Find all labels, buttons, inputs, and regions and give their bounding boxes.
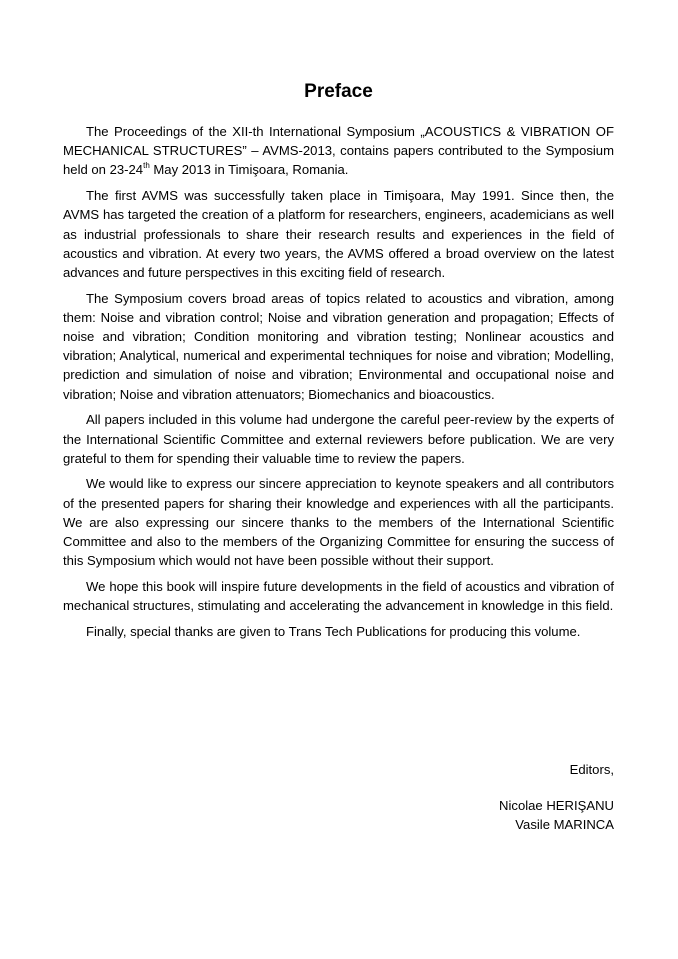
page-title: Preface (304, 81, 373, 102)
paragraph-2: The first AVMS was successfully taken place in Timişoara, May 1991. Since then, the AVMS has targeted the creation of a platform for researchers, engineers, academicians as well as industrial professionals to share their research results and experiences in the field of acoustics and vibration. At every two years, the AVMS offered a broad overview on the latest advances and future perspectives in this exciting field of research. (63, 188, 614, 280)
paragraph-5: We would like to express our sincere appreciation to keynote speakers and all contributors of the presented papers for sharing their knowledge and experiences with all the participants. We are also expressing our sincere thanks to the members of the International Scientific Committee and also to the members of the Organizing Committee for ensuring the success of this Symposium which would not have been possible without their support. (63, 476, 614, 569)
paragraph-6: We hope this book will inspire future developments in the field of acoustics and vibration of mechanical structures, stimulating and accelerating the advancement in knowledge in this field. (63, 578, 614, 614)
paragraph-1-text: The Proceedings of the XII-th International Symposium „ACOUSTICS & VIBRATION OF MECHANICAL STRUCTURES” – AVMS-2013, contains papers contributed to the Symposium held on 23-24 (63, 124, 614, 178)
paragraph-1-text-end: May 2013 in Timişoara, Romania. (149, 162, 349, 178)
paragraph-1 (63, 122, 614, 180)
preface-page (63, 80, 614, 648)
editor-names (499, 796, 614, 834)
editors-label: Editors, (569, 762, 614, 777)
ordinal-superscript: th (143, 161, 150, 171)
editor-name-1: Nicolae HERIŞANU (499, 798, 614, 813)
paragraph-3: The Symposium covers broad areas of topics related to acoustics and vibration, among them: Noise and vibration control; Noise and vibration generation and propagation; Effects of noise and vibration; Condition monitoring and vibration testing; Nonlinear acoustics and vibration; Analytical, numerical and experimental techniques for noise and vibration; Modelling, prediction and simulation of noise and vibration; Environmental and occupational noise and vibration; Noise and vibration attenuators; Biomechanics and bioacoustics. (63, 290, 614, 402)
paragraph-4: All papers included in this volume had undergone the careful peer-review by the experts of the International Scientific Committee and external reviewers before publication. We are very grateful to them for spending their valuable time to review the papers. (63, 412, 614, 466)
editor-name-2: Vasile MARINCA (515, 817, 614, 833)
paragraph-7: Finally, special thanks are given to Trans Tech Publications for producing this volume. (86, 623, 581, 639)
